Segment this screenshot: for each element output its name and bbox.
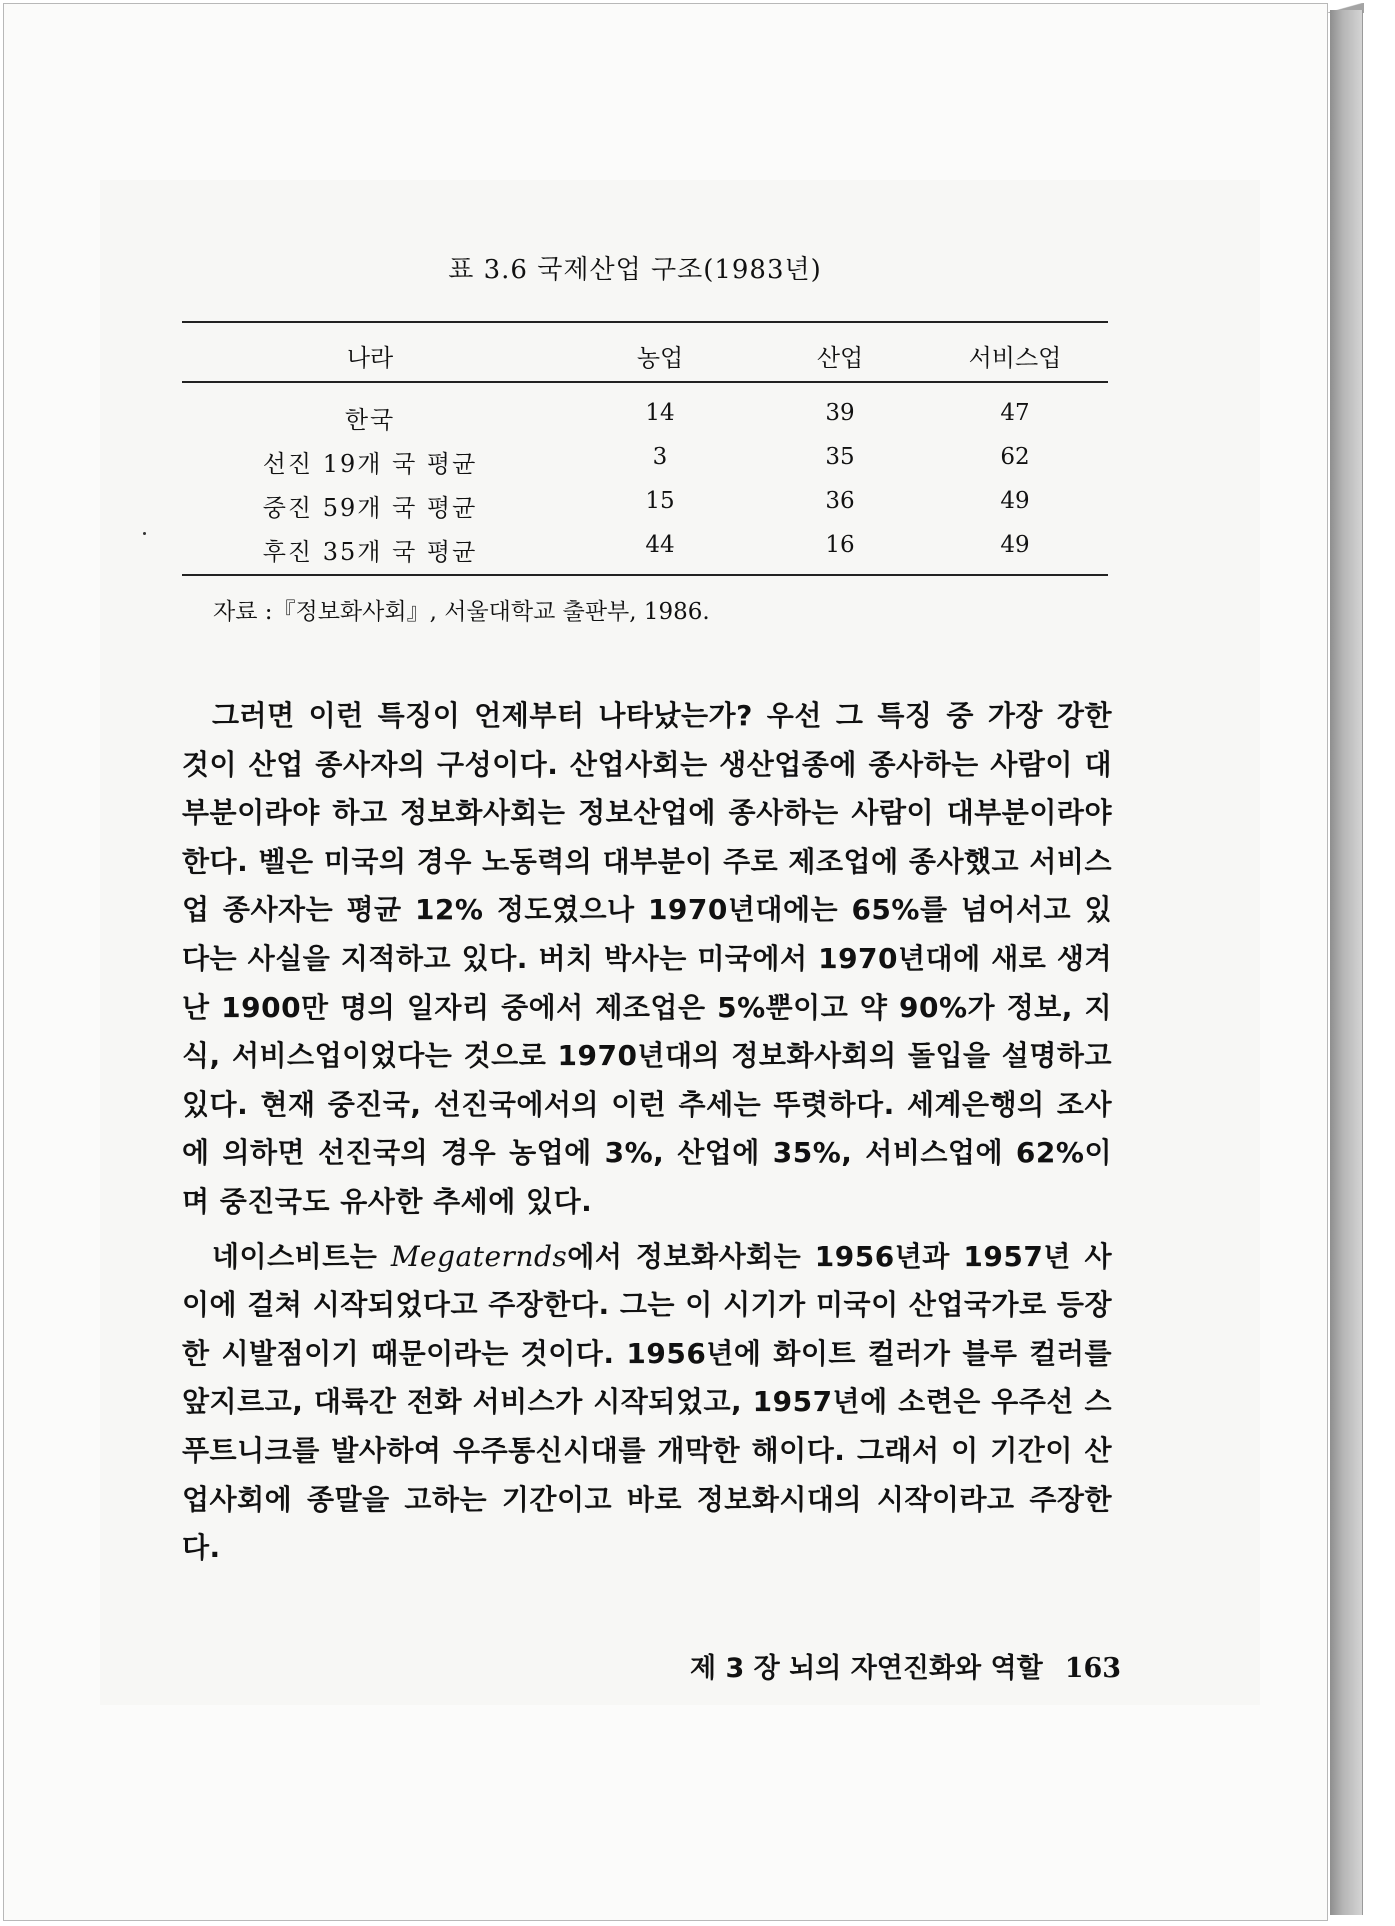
table-cell-industry: 36 xyxy=(825,488,855,514)
page-number: 163 xyxy=(1064,1653,1122,1684)
table-cell-service: 47 xyxy=(1000,400,1030,426)
table-cell-service: 49 xyxy=(1000,488,1030,514)
table-header-country: 나라 xyxy=(346,344,394,372)
table-cell-industry: 35 xyxy=(825,444,855,470)
paragraph-2-rest: 에서 정보화사회는 1956년과 1957년 사이에 걸쳐 시작되었다고 주장한다. 그는 이 시기가 미국이 산업국가로 등장한 시발점이기 때문이라는 것이다. 1956년에 화이트 컬러가 블루 컬러를 앞지르고, 대륙간 전화 서비스가 시작되었고, 1957년에 소련은 우주선 스푸트니크를 발사하여 우주통신시대를 개막한 해이다. 그래서 이 기간이 산업사회에 종말을 고하는 기간이고 바로 정보화시대의 시작이라고 주장한다. xyxy=(182,1239,1112,1565)
running-footer xyxy=(690,1646,1121,1685)
table-cell-agriculture: 15 xyxy=(645,488,675,514)
table-row-country: 한국 xyxy=(344,406,396,434)
scan-speck xyxy=(143,532,146,535)
table-cell-industry: 39 xyxy=(825,400,855,426)
paragraph-1: 그러면 이런 특징이 언제부터 나타났는가? 우선 그 특징 중 가장 강한 것이 산업 종사자의 구성이다. 산업사회는 생산업종에 종사하는 사람이 대부분이라야 하고 정보화사회는 정보산업에 종사하는 사람이 대부분이라야 한다. 벨은 미국의 경우 노동력의 대부분이 주로 제조업에 종사했고 서비스업 종사자는 평균 12% 정도였으나 1970년대에는 65%를 넘어서고 있다는 사실을 지적하고 있다. 버치 박사는 미국에서 1970년대에 새로 생겨난 1900만 명의 일자리 중에서 제조업은 5%뿐이고 약 90%가 정보, 지식, 서비스업이었다는 것으로 1970년대의 정보화사회의 돌입을 설명하고 있다. 현재 중진국, 선진국에서의 이런 추세는 뚜렷하다. 세계은행의 조사에 의하면 선진국의 경우 농업에 3%, 산업에 35%, 서비스업에 62%이며 중진국도 유사한 추세에 있다. xyxy=(182,699,1112,1218)
paragraph-2-start: 네이스비트는 xyxy=(212,1239,391,1273)
book-title: Megaternds xyxy=(390,1239,568,1273)
chapter-title: 제 3 장 뇌의 자연진화와 역할 xyxy=(690,1653,1043,1684)
table-cell-service: 49 xyxy=(1000,532,1030,558)
body-text xyxy=(182,692,1112,1573)
table-cell-agriculture: 14 xyxy=(645,400,675,426)
table-header-industry: 산업 xyxy=(816,344,864,372)
page-edge xyxy=(1330,10,1363,1915)
table-cell-industry: 16 xyxy=(825,532,855,558)
table-header-agriculture: 농업 xyxy=(636,344,684,372)
table-row-country: 중진 59개 국 평균 xyxy=(262,494,478,522)
table-cell-service: 62 xyxy=(1000,444,1030,470)
table-row-country: 후진 35개 국 평균 xyxy=(262,538,478,566)
table-cell-agriculture: 3 xyxy=(652,444,668,470)
table-row-country: 선진 19개 국 평균 xyxy=(262,450,478,478)
table-header-service: 서비스업 xyxy=(968,344,1062,372)
table-caption: 표 3.6 국제산업 구조(1983년) xyxy=(448,255,822,285)
table-top-rule xyxy=(182,321,1108,323)
table-bottom-rule xyxy=(182,574,1108,576)
table-cell-agriculture: 44 xyxy=(645,532,675,558)
table-header-rule xyxy=(182,381,1108,383)
table-source: 자료 :『정보화사회』, 서울대학교 출판부, 1986. xyxy=(213,599,710,625)
paragraph-2 xyxy=(182,1233,1112,1573)
